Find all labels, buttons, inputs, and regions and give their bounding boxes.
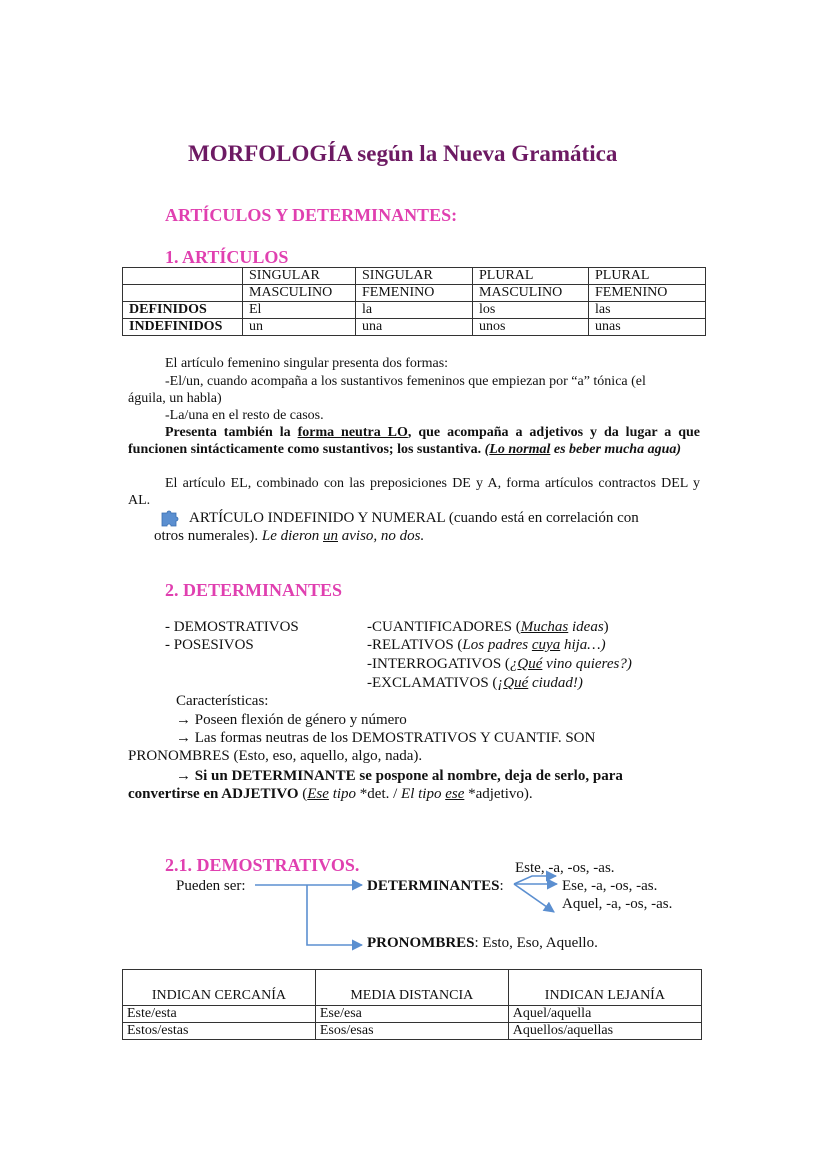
list-item: - DEMOSTRATIVOS <box>165 619 299 635</box>
table-cell: Aquel/aquella <box>508 1006 701 1023</box>
paragraph: PRONOMBRES (Esto, eso, aquello, algo, nada). <box>128 748 423 764</box>
text: Muchas <box>520 619 569 635</box>
text: ¡ <box>497 675 504 691</box>
este-forms: Este, -a, -os, -as. <box>515 860 615 876</box>
table-cell: unos <box>473 319 589 336</box>
text: Lo normal <box>489 442 551 457</box>
paragraph: → Si un DETERMINANTE se pospone al nombre, deja de serlo, para <box>176 768 623 784</box>
paragraph: → Poseen flexión de género y número <box>176 712 407 728</box>
text: PRONOMBRES <box>367 935 475 951</box>
pueden-ser-label: Pueden ser: <box>176 878 246 894</box>
text: Qué <box>503 675 529 691</box>
ese-forms: Ese, -a, -os, -as. <box>562 878 658 894</box>
text: ciudad!) <box>528 675 583 691</box>
text: Ese <box>307 786 329 802</box>
paragraph: → Las formas neutras de los DEMOSTRATIVOS Y CUANTIF. SON <box>176 730 596 746</box>
paragraph: águila, un habla) <box>128 391 222 406</box>
text: cuya <box>531 637 561 653</box>
demostrativos-heading: 2.1. DEMOSTRATIVOS. <box>165 855 360 875</box>
table-cell: PLURAL <box>473 268 589 285</box>
table-cell: Estos/estas <box>123 1023 316 1040</box>
determinantes-heading: 2. DETERMINANTES <box>165 580 343 600</box>
table-cell: FEMENINO <box>589 285 706 302</box>
text: aviso, no dos. <box>338 528 425 544</box>
text: tipo <box>328 786 357 802</box>
paragraph: Características: <box>176 693 269 709</box>
text: vino quieres?) <box>542 656 632 672</box>
aquel-forms: Aquel, -a, -os, -as. <box>562 896 673 912</box>
arrow-to-aquel <box>514 884 554 912</box>
table-header: INDICAN CERCANÍA <box>123 970 316 1006</box>
page-title: MORFOLOGÍA según la Nueva Gramática <box>188 141 618 166</box>
table-row <box>123 1023 702 1040</box>
text: ideas <box>568 619 604 635</box>
section-heading: ARTÍCULOS Y DETERMINANTES: <box>165 205 458 225</box>
text: ( <box>298 786 308 802</box>
text: -RELATIVOS ( <box>367 637 463 653</box>
text: *adjetivo). <box>464 786 533 802</box>
table-header: INDICAN LEJANÍA <box>508 970 701 1006</box>
text: convertirse en ADJETIVO <box>128 786 299 802</box>
text: -INTERROGATIVOS ( <box>367 656 510 672</box>
paragraph: ARTÍCULO INDEFINIDO Y NUMERAL (cuando está en correlación con <box>189 510 639 526</box>
table-cell: la <box>356 302 473 319</box>
table-row <box>123 1006 702 1023</box>
text: ( <box>484 442 490 457</box>
table-cell: una <box>356 319 473 336</box>
text: -CUANTIFICADORES ( <box>367 619 521 635</box>
table-cell: Ese/esa <box>315 1006 508 1023</box>
table-cell: MASCULINO <box>243 285 356 302</box>
text: otros numerales). <box>154 528 262 544</box>
table-cell: INDEFINIDOS <box>123 319 243 336</box>
paragraph: El artículo EL, combinado con las preposiciones DE y A, forma artículos contractos DEL y AL. <box>128 476 700 508</box>
paragraph: -El/un, cuando acompaña a los sustantivos femeninos que empiezan por “a” tónica (el <box>165 374 646 389</box>
table-cell: Esos/esas <box>315 1023 508 1040</box>
list-item: - POSESIVOS <box>165 637 254 653</box>
text: -EXCLAMATIVOS ( <box>367 675 498 691</box>
paragraph: El artículo femenino singular presenta dos formas: <box>165 356 449 371</box>
text: hija…) <box>560 637 606 653</box>
text: *det. / <box>356 786 402 802</box>
table-cell: DEFINIDOS <box>123 302 243 319</box>
table-cell: FEMENINO <box>356 285 473 302</box>
text: ) <box>603 619 609 635</box>
text: Presenta también la <box>165 425 298 440</box>
text: Los padres <box>462 637 532 653</box>
text: , que acompaña a adjetivos y da lugar a que funcionen sintácticamente como sustantivos; los sustantiva. <box>128 425 700 457</box>
table-cell: unas <box>589 319 706 336</box>
text: forma neutra LO <box>297 425 408 440</box>
text: El tipo <box>401 786 446 802</box>
text: Qué <box>517 656 543 672</box>
table-header-row <box>123 970 702 1006</box>
table-cell: un <box>243 319 356 336</box>
arrow-to-este <box>514 876 556 884</box>
arrow-to-pronombres <box>307 885 362 945</box>
text: ¿ <box>509 656 518 672</box>
table-cell: PLURAL <box>589 268 706 285</box>
table-cell: Aquellos/aquellas <box>508 1023 701 1040</box>
table-cell: El <box>243 302 356 319</box>
articulos-heading: 1. ARTÍCULOS <box>165 247 289 267</box>
text: es beber mucha agua) <box>550 442 682 457</box>
table-cell: los <box>473 302 589 319</box>
text: ese <box>445 786 465 802</box>
text: : Esto, Eso, Aquello. <box>474 935 598 951</box>
text: Le dieron <box>261 528 323 544</box>
paragraph: -La/una en el resto de casos. <box>165 408 324 423</box>
table-cell: SINGULAR <box>243 268 356 285</box>
table-cell: MASCULINO <box>473 285 589 302</box>
demostrativos-table <box>122 969 702 1040</box>
table-cell: las <box>589 302 706 319</box>
table-cell: SINGULAR <box>356 268 473 285</box>
table-header: MEDIA DISTANCIA <box>315 970 508 1006</box>
text: DETERMINANTES <box>367 878 500 894</box>
text: un <box>323 528 338 544</box>
text: : <box>499 878 504 894</box>
table-cell: Este/esta <box>123 1006 316 1023</box>
